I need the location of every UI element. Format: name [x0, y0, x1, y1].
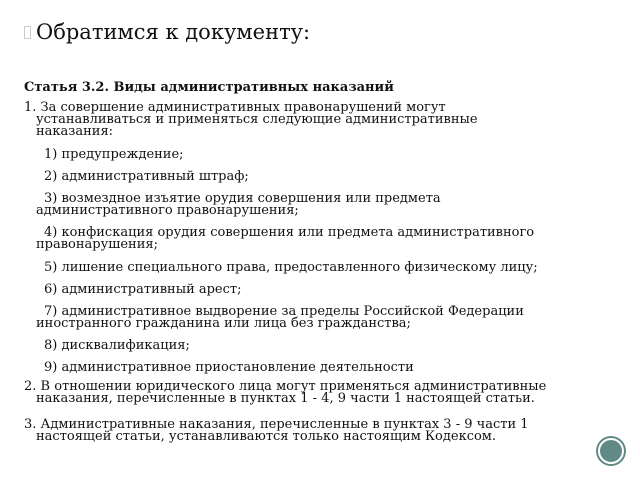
text-line: 6) административный арест;	[44, 282, 242, 297]
text-line: 8) дисквалификация;	[44, 338, 190, 353]
paragraph-3	[24, 419, 529, 443]
list-item-6	[36, 284, 241, 296]
article-heading: Статья 3.2. Виды административных наказаний	[24, 80, 394, 95]
text-line: 2. В отношении юридического лица могут применяться административные	[24, 379, 547, 394]
text-line: устанавливаться и применяться следующие административные	[36, 112, 478, 127]
text-line: 9) административное приостановление деятельности	[44, 360, 414, 375]
text-line: 1. За совершение административных правонарушений могут	[24, 100, 446, 115]
paragraph-1	[24, 102, 478, 138]
list-item-8	[36, 340, 190, 352]
paragraph-2	[24, 381, 546, 405]
list-item-2	[36, 171, 249, 183]
slide-nav-button[interactable]	[598, 438, 624, 464]
text-line: 3) возмездное изъятие орудия совершения или предмета	[44, 191, 441, 206]
slide-title: Обратимся к документу:	[36, 20, 311, 44]
text-line: 7) административное выдворение за пределы Российской Федерации	[44, 304, 524, 319]
text-line: иностранного гражданина или лица без гражданства;	[36, 316, 411, 331]
text-line: настоящей статьи, устанавливаются только настоящим Кодексом.	[36, 429, 497, 444]
list-item-7	[36, 306, 524, 330]
text-line: 2) административный штраф;	[44, 169, 249, 184]
bullet-icon	[24, 26, 31, 39]
list-item-1	[36, 149, 184, 161]
list-item-9	[36, 362, 414, 374]
list-item-3	[36, 193, 441, 217]
text-line: 5) лишение специального права, предоставленного физическому лицу;	[44, 260, 538, 275]
text-line: правонарушения;	[36, 237, 158, 252]
text-line: 3. Административные наказания, перечисленные в пунктах 3 - 9 части 1	[24, 417, 529, 432]
text-line: 1) предупреждение;	[44, 147, 184, 162]
list-item-5	[36, 262, 538, 274]
list-item-4	[36, 227, 534, 251]
text-line: наказания, перечисленные в пунктах 1 - 4, 9 части 1 настоящей статьи.	[36, 391, 535, 406]
text-line: 4) конфискация орудия совершения или предмета административного	[44, 225, 535, 240]
text-line: административного правонарушения;	[36, 203, 299, 218]
text-line: наказания:	[36, 124, 114, 139]
